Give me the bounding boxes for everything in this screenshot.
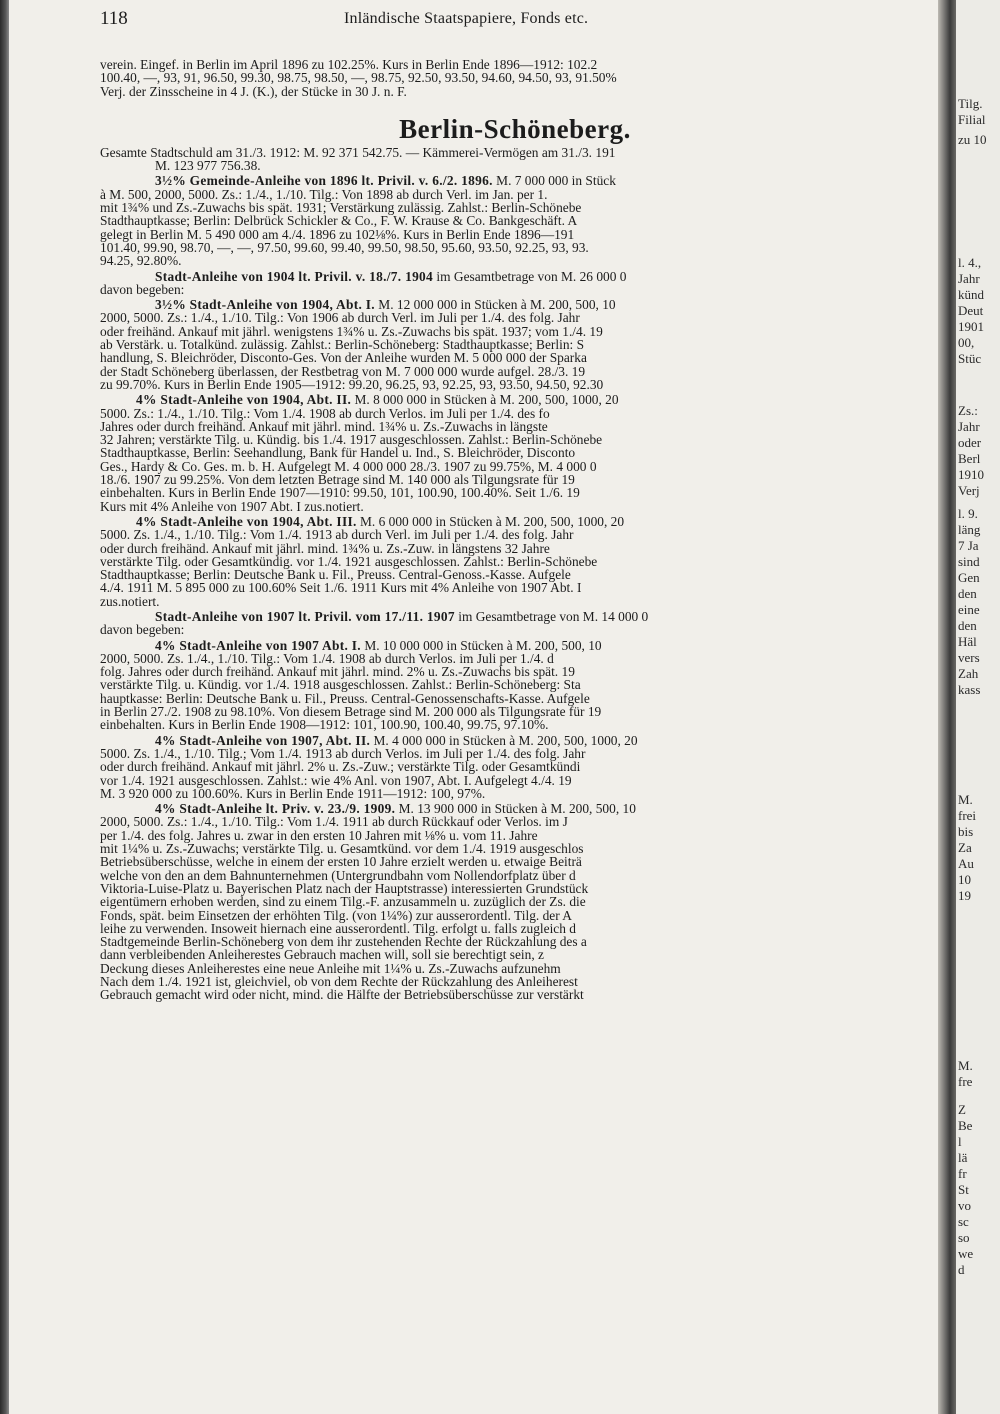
loan-entry [100,610,930,637]
text-line: oder freihänd. Ankauf mit jährl. wenigstens 1¾% u. Zs.-Zuwachs bis spät. 1937; vom 1./4. 19 [100,323,603,339]
text-line: Stadthauptkasse; Berlin: Delbrück Schickler & Co., F. W. Krause & Co. Bankgeschäft. A [100,213,578,229]
adjacent-page-fragment: Be [958,1118,973,1133]
adjacent-page-fragment: den [958,586,977,601]
adjacent-page-fragment: Deut [958,303,984,318]
loan-title: 4% Stadt-Anleihe von 1907 Abt. I. [155,637,361,653]
loan-heading-line [100,639,930,652]
text-line: vor 1./4. 1921 ausgeschlossen. Zahlst.: wie 4% Anl. von 1907, Abt. I. Aufgelegt 4./4. 19 [100,772,572,788]
text-line: eigentümern erhoben werden, sind zu einem Tilg.-F. anzusammeln u. zuzüglich der Zs. die [100,894,586,910]
city-section-title: Berlin-Schöneberg. [399,113,631,144]
adjacent-page-fragment: l [958,1134,962,1149]
adjacent-page-fragment: den [958,618,977,633]
adjacent-page-fragment: Zs.: [958,403,978,418]
loan-heading-rest: M. 12 000 000 in Stücken à M. 200, 500, 10 [378,297,616,313]
adjacent-page-fragment: läng [958,522,981,537]
text-line: einbehalten. Kurs in Berlin Ende 1907—1910: 99.50, 101, 100.90, 100.40%. Seit 1./6. 19 [100,485,580,501]
loan-heading-rest: M. 4 000 000 in Stücken à M. 200, 500, 1000, 20 [373,732,638,748]
loan-heading-line [100,610,930,623]
text-line: 2000, 5000. Zs. 1./4., 1./10. Tilg.: Vom 1./4. 1908 ab durch Verlos. im Juli per 1./4. d [100,650,554,666]
text-line: ab Verstärk. u. Totalkünd. zulässig. Zahlst.: Berlin-Schöneberg: Stadthauptkasse; Berlin: S [100,337,585,353]
text-line: 2000, 5000. Zs.: 1./4., 1./10. Tilg.: Vom 1./4. 1911 ab durch Rückkauf oder Verlos. im J [100,814,568,830]
adjacent-page-fragment: Z [958,1102,966,1117]
loan-heading-line [100,734,930,747]
text-line: leihe zu verwenden. Insoweit hiernach eine ausserordentl. Tilg. erfolgt u. falls zugleich d [100,920,576,936]
text-line: Gebrauch gemacht wird oder nicht, mind. die Hälfte der Betriebsüberschüsse zur verstärkt [100,987,584,1002]
text-line: mit 1¾% und Zs.-Zuwachs bis spät. 1931; Verstärkung zulässig. Zahlst.: Berlin-Schönebe [100,200,582,216]
running-title: Inländische Staatspapiere, Fonds etc. [344,10,589,27]
text-line: davon begeben: [100,622,185,638]
text-line: 2000, 5000. Zs.: 1./4., 1./10. Tilg.: Von 1906 ab durch Verl. im Juli per 1./4. des folg. Jahr [100,310,580,326]
loan-heading-rest: im Gesamtbetrage von M. 14 000 0 [458,608,649,624]
text-line: Viktoria-Luise-Platz u. Bayerischen Platz nach der Hauptstrasse) interessierten Grundstück [100,880,589,896]
adjacent-page-fragment: Jahr [958,419,980,434]
loan-entry [100,298,930,391]
text-line: Stadtgemeinde Berlin-Schöneberg von dem ihr zustehenden Rechte der Rückzahlung des a [100,934,587,950]
text-line: dann verbleibenden Anleiherestes Gebrauch machen will, soll sie berechtigt sein, z [100,947,544,963]
text-line: per 1./4. des folg. Jahres u. zwar in den ersten 10 Jahren mit ⅛% u. vom 11. Jahre [100,827,538,843]
loan-entry [100,734,930,800]
text-line: Ges., Hardy & Co. Ges. m. b. H. Aufgelegt M. 4 000 000 28./3. 1907 zu 99.75%, M. 4 000 0 [100,458,597,474]
loan-heading-line [100,298,930,311]
adjacent-page-fragment: lä [958,1150,968,1165]
loan-entry [100,802,930,1001]
adjacent-page-fragment: künd [958,287,984,302]
text-line: 5000. Zs. 1./4., 1./10. Tilg.: Vom 1./4. 1913 ab durch Verl. im Juli per 1./4. des folg. Jahr [100,527,574,543]
text-line: der Stadt Schöneberg überlassen, der Restbetrag von M. 7 000 000 wurde aufgel. 28./3. 19 [100,363,586,379]
text-line: Verj. der Zinsscheine in 4 J. (K.), der Stücke in 30 J. n. F. [100,83,407,99]
loan-heading-rest: M. 8 000 000 in Stücken à M. 200, 500, 1000, 20 [354,392,619,408]
loan-entry [100,639,930,732]
text-line: Jahres oder durch freihänd. Ankauf mit jährl. mind. 1¾% u. Zs.-Zuwachs in längste [100,418,548,434]
adjacent-page-fragment: Jahr [958,271,980,286]
adjacent-page-fragment: 1901 [958,319,984,334]
loan-heading-line [100,393,930,406]
text-line: M. 3 920 000 zu 100.60%. Kurs in Berlin Ende 1911—1912: 100, 97%. [100,785,486,801]
adjacent-page-fragment: Au [958,856,974,871]
adjacent-page-fragment: Zah [958,666,979,681]
text-line: verein. Eingef. in Berlin im April 1896 zu 102.25%. Kurs in Berlin Ende 1896—1912: 102.2 [100,58,598,72]
adjacent-page-fragment: oder [958,435,982,450]
loan-title: 4% Stadt-Anleihe von 1904, Abt. II. [136,392,352,408]
adjacent-page-fragment: 10 [958,872,971,887]
adjacent-page-fragment: fr [958,1166,967,1181]
page-header [100,8,950,32]
loan-heading-rest: im Gesamtbetrage von M. 26 000 0 [436,268,627,284]
text-line: zus.notiert. [100,593,160,609]
text-line: hauptkasse: Berlin: Deutsche Bank u. Fil., Preuss. Central-Genossenschafts-Kasse. Aufgele [100,690,590,706]
intro-paragraph [100,58,930,98]
text-line: 32 Jahren; verstärkte Tilg. u. Kündig. bis 1./4. 1917 ausgeschlossen. Zahlst.: Berlin-Schönebe [100,432,603,448]
loan-heading-rest: M. 7 000 000 in Stück [496,173,616,189]
adjacent-page-fragment: Verj [958,483,980,498]
adjacent-page-fragment: so [958,1230,970,1245]
adjacent-page-fragment: St [958,1182,969,1197]
loan-list [100,174,930,1001]
text-line: folg. Jahres oder durch freihänd. Ankauf mit jährl. mind. 2% u. Zs.-Zuwachs bis spät. 19 [100,664,575,680]
loan-entry [100,393,930,513]
loan-entry [100,515,930,608]
adjacent-page-fragment: kass [958,682,981,697]
adjacent-page-fragment: sc [958,1214,969,1229]
adjacent-page-fragment: Berl [958,451,981,466]
loan-title: 4% Stadt-Anleihe lt. Priv. v. 23./9. 1909. [155,801,396,817]
city-summary [100,146,930,173]
text-line: zu 99.70%. Kurs in Berlin Ende 1905—1912: 99.20, 96.25, 93, 92.25, 93, 93.50, 94.50, 92.30 [100,376,604,392]
adjacent-page-fragment: M. [958,1058,973,1073]
adjacent-page-fragment: 1910 [958,467,984,482]
loan-heading-line [100,174,930,187]
adjacent-page-fragment: 19 [958,888,971,903]
loan-title: Stadt-Anleihe von 1904 lt. Privil. v. 18./7. 1904 [155,268,434,284]
loan-heading-line [100,270,930,283]
text-line: 100.40, —, 93, 91, 96.50, 99.30, 98.75, 98.50, —, 98.75, 92.50, 93.50, 94.60, 94.50, 93, 91.50% [100,70,617,86]
loan-title: 4% Stadt-Anleihe von 1904, Abt. III. [136,513,357,529]
adjacent-page-fragment: frei [958,808,977,823]
loan-heading-line [100,802,930,815]
text-line: einbehalten. Kurs in Berlin Ende 1908—1912: 101, 100.90, 100.40, 99.75, 97.10%. [100,717,549,733]
adjacent-page-fragment: Häl [958,634,977,649]
text-line: Stadthauptkasse; Berlin: Deutsche Bank u. Fil., Preuss. Central-Genoss.-Kasse. Aufgele [100,567,571,583]
adjacent-page-fragment: Filial [958,112,986,127]
loan-title: Stadt-Anleihe von 1907 lt. Privil. vom 17./11. 1907 [155,608,455,624]
loan-heading-line [100,515,930,528]
loan-title: 3½% Gemeinde-Anleihe von 1896 lt. Privil. v. 6./2. 1896. [155,173,493,189]
page-number: 118 [100,8,128,29]
adjacent-page-fragment: zu 10 [958,132,987,147]
page-content [100,58,930,1002]
text-line: oder durch freihänd. Ankauf mit jährl. 2% u. Zs.-Zuw.; verstärkte Tilg. oder Gesamtkündi [100,759,581,775]
text-line: à M. 500, 2000, 5000. Zs.: 1./4., 1./10. Tilg.: Von 1898 ab durch Verl. im Jan. per 1. [100,186,548,202]
text-line: welche von den an dem Bahnunternehmen (Untergrundbahn vom Nollendorfplatz über d [100,867,576,883]
adjacent-page-fragment: 7 Ja [958,538,979,553]
adjacent-page-fragment: Stüc [958,351,982,366]
adjacent-page-fragment: eine [958,602,980,617]
loan-heading-rest: M. 6 000 000 in Stücken à M. 200, 500, 1000, 20 [359,513,625,529]
adjacent-page-fragment: sind [958,554,980,569]
adjacent-page-fragment: fre [958,1074,973,1089]
text-line: 18./6. 1907 zu 99.25%. Von dem letzten Betrage sind M. 140 000 als Tilgungsrate für 19 [100,472,575,488]
text-line: Fonds, spät. beim Einsetzen der erhöhten Tilg. (von 1¼%) zur ausserordentl. Tilg. der A [100,907,572,923]
text-line: 5000. Zs. 1./4., 1./10. Tilg.; Vom 1./4. 1913 ab durch Verlos. im Juli per 1./4. des folg. Jahr [100,745,586,761]
adjacent-page-fragment: bis [958,824,974,839]
loan-title: 4% Stadt-Anleihe von 1907, Abt. II. [155,732,371,748]
adjacent-page-fragment: M. [958,792,973,807]
text-line: in Berlin 27./2. 1908 zu 98.10%. Von diesem Betrage sind M. 200 000 als Tilgungsrate für 19 [100,704,602,720]
text-line: oder durch freihänd. Ankauf mit jährl. mind. 1¾% u. Zs.-Zuw. in längstens 32 Jahre [100,540,550,556]
adjacent-page-fragment: Za [958,840,972,855]
text-line: verstärkte Tilg. oder Gesamtkündig. vor 1./4. 1921 ausgeschlossen. Zahlst.: Berlin-Schönebe [100,553,598,569]
text-line: M. 123 977 756.38. [155,158,261,174]
text-line: gelegt in Berlin M. 5 490 000 am 4./4. 1896 zu 102⅛%. Kurs in Berlin Ende 1896—191 [100,226,575,242]
text-line: 4./4. 1911 M. 5 895 000 zu 100.60% Seit 1./6. 1911 Kurs mit 4% Anleihe von 1907 Abt. I [100,580,582,596]
loan-entry [100,270,930,297]
adjacent-page-fragment: we [958,1246,974,1261]
text-line: 5000. Zs.: 1./4., 1./10. Tilg.: Vom 1./4. 1908 ab durch Verlos. im Juli per 1./4. des fo [100,405,550,421]
adjacent-page-fragment: 00, [958,335,975,350]
adjacent-page-fragment: vers [958,650,980,665]
text-line: Kurs mit 4% Anleihe von 1907 Abt. I zus.notiert. [100,498,364,514]
text-line: Gesamte Stadtschuld am 31./3. 1912: M. 92 371 542.75. — Kämmerei-Vermögen am 31./3. 191 [100,144,616,160]
text-line: verstärkte Tilg. u. Kündig. vor 1./4. 1918 ausgeschlossen. Zahlst.: Berlin-Schöneberg: Sta [100,677,581,693]
text-line: Betriebsüberschüsse, welche in einem der ersten 10 Jahre erzielt werden u. etwaige Beiträ [100,854,582,870]
text-line: 101.40, 99.90, 98.70, —, —, 97.50, 99.60, 99.40, 99.50, 98.50, 95.60, 93.50, 92.25, 93, 93. [100,239,589,255]
adjacent-page-fragment: d [958,1262,965,1277]
adjacent-page-edge [956,0,1000,1414]
loan-heading-rest: M. 10 000 000 in Stücken à M. 200, 500, 10 [364,637,602,653]
loan-title: 3½% Stadt-Anleihe von 1904, Abt. I. [155,297,375,313]
adjacent-page-fragment: Gen [958,570,980,585]
adjacent-page-fragment: l. 9. [958,506,978,521]
adjacent-page-fragment: vo [958,1198,971,1213]
text-line: mit 1¼% u. Zs.-Zuwachs; verstärkte Tilg. u. Gesamtkünd. vor dem 1./4. 1919 ausgeschlos [100,841,584,857]
adjacent-page-fragment: l. 4., [958,255,982,270]
loan-heading-rest: M. 13 900 000 in Stücken à M. 200, 500, 10 [398,801,636,817]
text-line: Stadthauptkasse, Berlin: Seehandlung, Bank für Handel u. Ind., S. Bleichröder, Disconto [100,445,576,461]
text-line: 94.25, 92.80%. [100,253,182,269]
text-line: handlung, S. Bleichröder, Disconto-Ges. Von der Anleihe wurden M. 5 000 000 der Sparka [100,350,587,366]
text-line: Nach dem 1./4. 1921 ist, gleichviel, ob von dem Rechte der Rückzahlung des Anleiherest [100,974,578,989]
adjacent-page-fragment: Tilg. [958,96,983,111]
text-line: Deckung dieses Anleiherestes eine neue Anleihe mit 1¼% u. Zs.-Zuwachs aufzunehm [100,960,561,976]
text-line: davon begeben: [100,281,185,297]
loan-entry [100,174,930,267]
